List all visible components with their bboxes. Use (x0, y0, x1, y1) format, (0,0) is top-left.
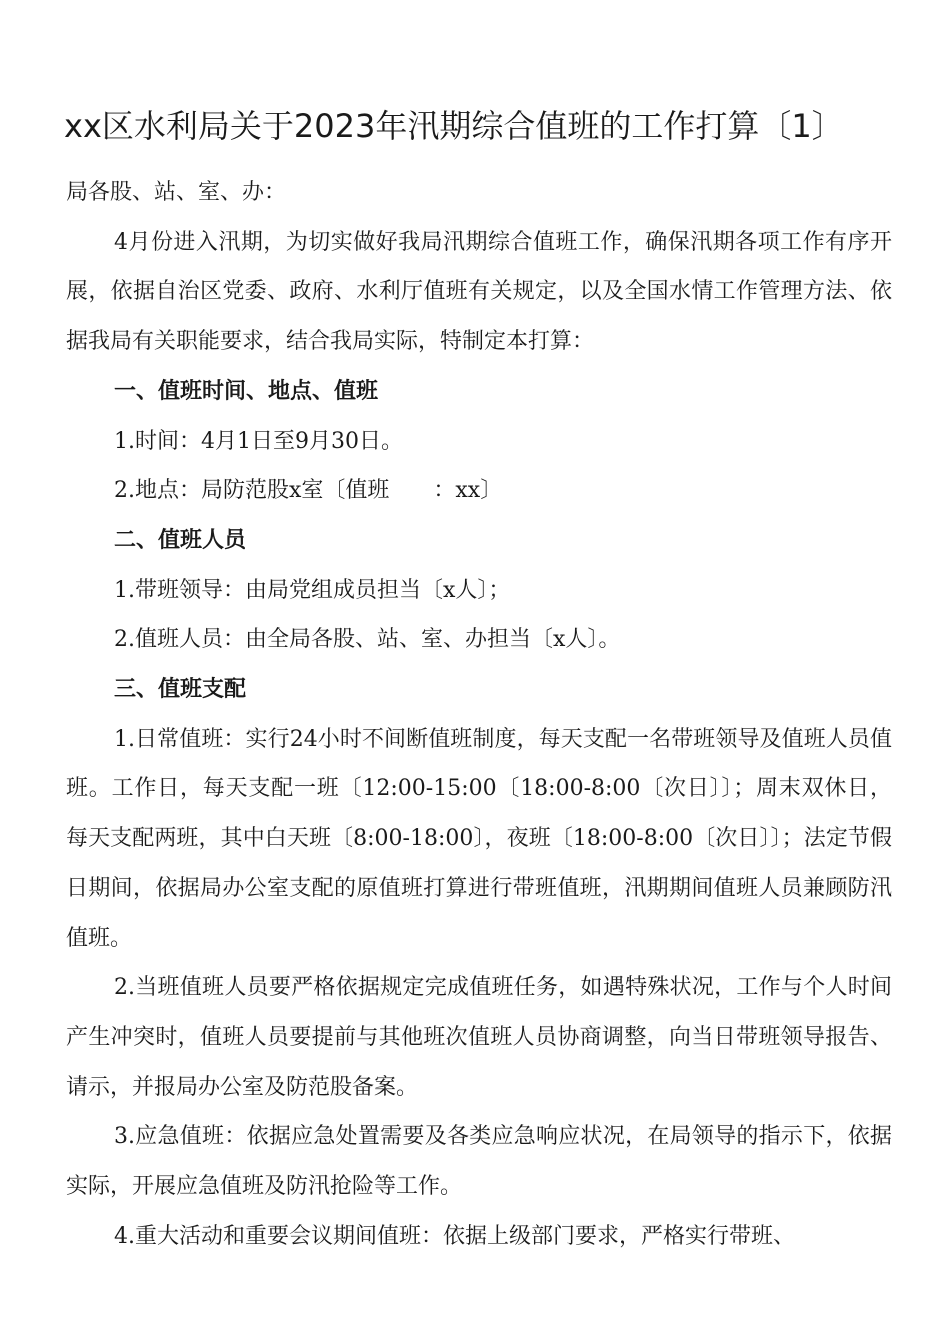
section-item: 3.应急值班：依据应急处置需要及各类应急响应状况，在局领导的指示下，依据实际，开展应急值班及防汛抢险等工作。 (66, 1124, 892, 1200)
section-heading-time-place: 一、值班时间、地点、值班 (114, 378, 379, 404)
section-item: 1.带班领导：由局党组成员担当〔x人〕； (114, 577, 511, 603)
section-item: 1.日常值班：实行24小时不间断值班制度，每天支配一名带班领导及值班人员值班。工作日，每天支配一班〔12:00-15:00〔18:00-8:00〔次日〕〕；周末双休日，每天支配两班，其中白天班〔8:00-18:00〕，夜班〔18:00-8:00〔次日〕〕；法定节假日期间，依据局办公室支配的原值班打算进行带班值班，汛期期间值班人员兼顾防汛值班。 (66, 726, 892, 951)
intro-paragraph: 4月份进入汛期，为切实做好我局汛期综合值班工作，确保汛期各项工作有序开展，依据自治区党委、政府、水利厅值班有关规定，以及全国水情工作管理方法、依据我局有关职能要求，结合我局实际，特制定本打算： (66, 229, 892, 355)
salutation: 局各股、站、室、办： (66, 180, 287, 205)
document-title: xx区水利局关于2023年汛期综合值班的工作打算〔1〕 (64, 107, 844, 145)
section-item: 1.时间：4月1日至9月30日。 (114, 428, 403, 454)
section-item: 2.地点：局防范股x室〔值班 ：xx〕 (114, 478, 503, 504)
section-item: 2.值班人员：由全局各股、站、室、办担当〔x人〕。 (114, 627, 621, 653)
section-heading-staff: 二、值班人员 (114, 527, 247, 553)
section-item: 2.当班值班人员要严格依据规定完成值班任务，如遇特殊状况，工作与个人时间产生冲突时，值班人员要提前与其他班次值班人员协商调整，向当日带班领导报告、请示，并报局办公室及防范股备案。 (66, 975, 892, 1100)
section-item: 4.重大活动和重要会议期间值班：依据上级部门要求，严格实行带班、 (114, 1223, 795, 1249)
section-heading-arrangement: 三、值班支配 (114, 677, 247, 703)
document-body (66, 168, 892, 1261)
